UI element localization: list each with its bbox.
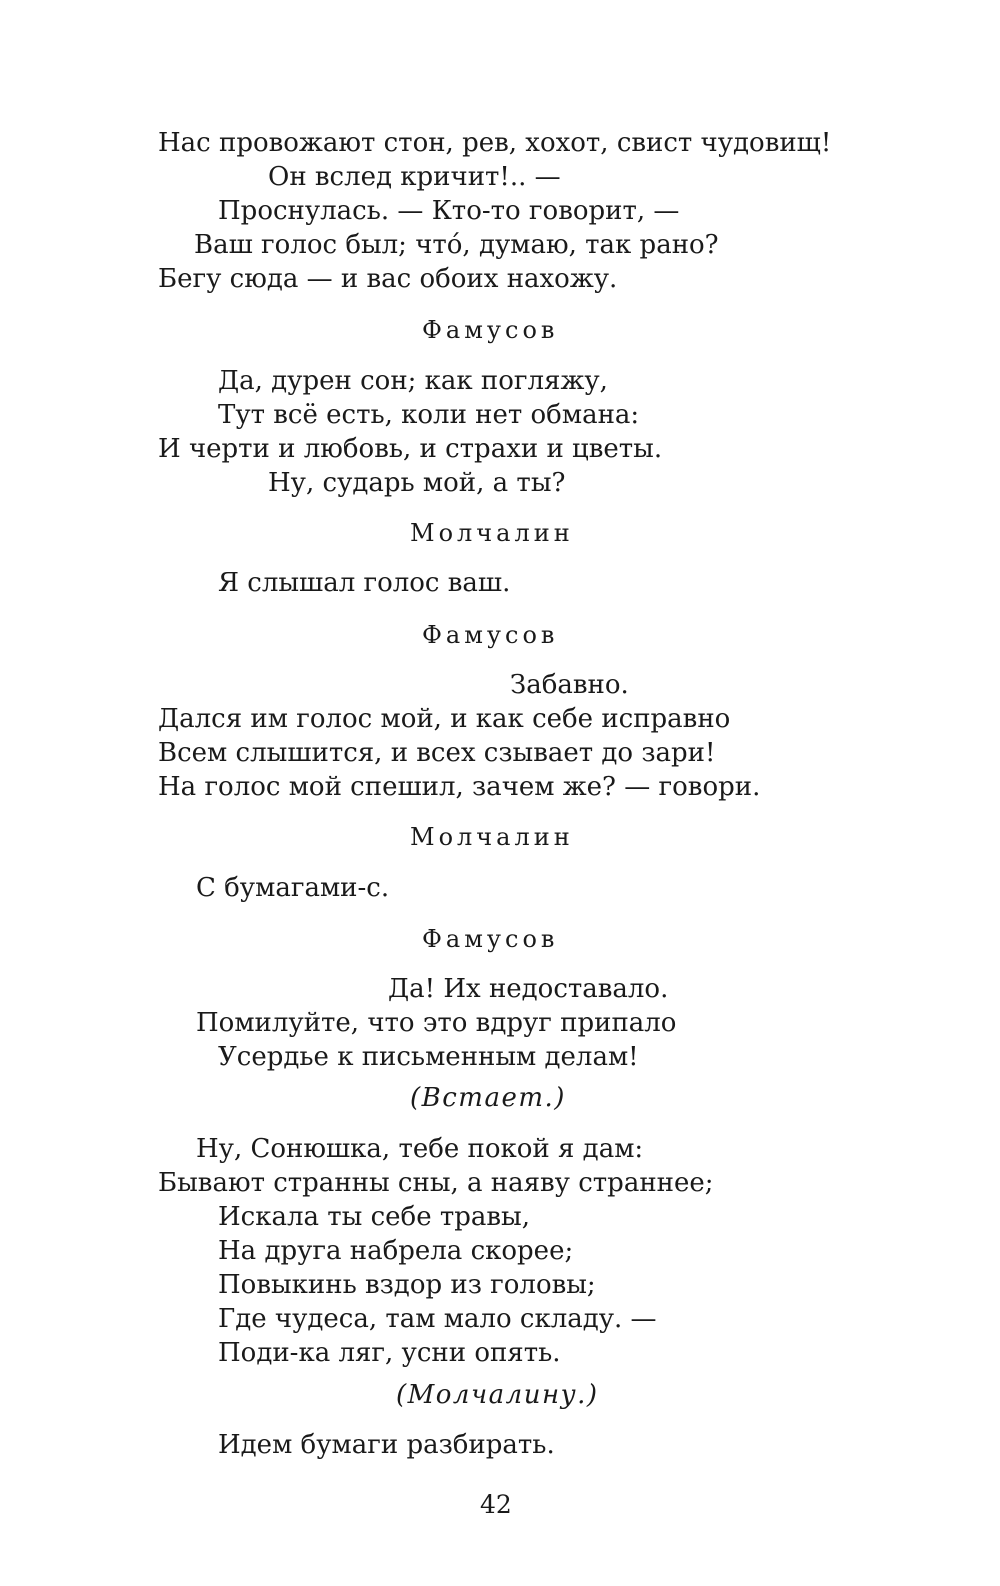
verse-line: Помилуйте, что это вдруг припало bbox=[196, 1008, 677, 1038]
verse-line: Ну, сударь мой, а ты? bbox=[268, 468, 566, 498]
verse-line: Повыкинь вздор из головы; bbox=[218, 1270, 596, 1300]
verse-line: Поди-ка ляг, усни опять. bbox=[218, 1338, 561, 1368]
verse-line: Я слышал голос ваш. bbox=[218, 568, 511, 598]
verse-line: И черти и любовь, и страхи и цветы. bbox=[158, 434, 663, 464]
verse-line: Да, дурен сон; как погляжу, bbox=[218, 366, 608, 396]
verse-line: Бывают странны сны, а наяву страннее; bbox=[158, 1168, 714, 1198]
verse-line: На друга набрела скорее; bbox=[218, 1236, 574, 1266]
verse-line: Дался им голос мой, и как себе исправно bbox=[158, 704, 731, 734]
verse-line: Бегу сюда — и вас обоих нахожу. bbox=[158, 264, 618, 294]
verse-line: На голос мой спешил, зачем же? — говори. bbox=[158, 772, 761, 802]
speaker-name: Фамусов bbox=[422, 925, 559, 953]
speaker-name: Фамусов bbox=[422, 621, 559, 649]
verse-line: Он вслед кричит!.. — bbox=[268, 162, 561, 192]
verse-line: Забавно. bbox=[510, 670, 629, 700]
speaker-name: Молчалин bbox=[410, 519, 574, 547]
verse-line: Ваш голос был; что́, думаю, так рано? bbox=[194, 230, 719, 260]
verse-line: Да! Их недоставало. bbox=[388, 974, 669, 1004]
speaker-name: Молчалин bbox=[410, 823, 574, 851]
verse-line: Нас провожают стон, рев, хохот, свист чудовищ! bbox=[158, 128, 832, 158]
verse-line: Где чудеса, там мало складу. — bbox=[218, 1304, 657, 1334]
page-number: 42 bbox=[480, 1490, 512, 1519]
stage-direction: (Встает.) bbox=[410, 1083, 566, 1113]
verse-line: Проснулась. — Кто-то говорит, — bbox=[218, 196, 680, 226]
verse-line: Тут всё есть, коли нет обмана: bbox=[218, 400, 640, 430]
verse-line: Всем слышится, и всех сзывает до зари! bbox=[158, 738, 716, 768]
speaker-name: Фамусов bbox=[422, 316, 559, 344]
verse-line: Усердье к письменным делам! bbox=[218, 1042, 639, 1072]
stage-direction: (Молчалину.) bbox=[396, 1380, 599, 1410]
verse-line: Искала ты себе травы, bbox=[218, 1202, 530, 1232]
verse-line: С бумагами-с. bbox=[196, 873, 390, 903]
verse-line: Идем бумаги разбирать. bbox=[218, 1430, 555, 1460]
verse-line: Ну, Сонюшка, тебе покой я дам: bbox=[196, 1134, 644, 1164]
